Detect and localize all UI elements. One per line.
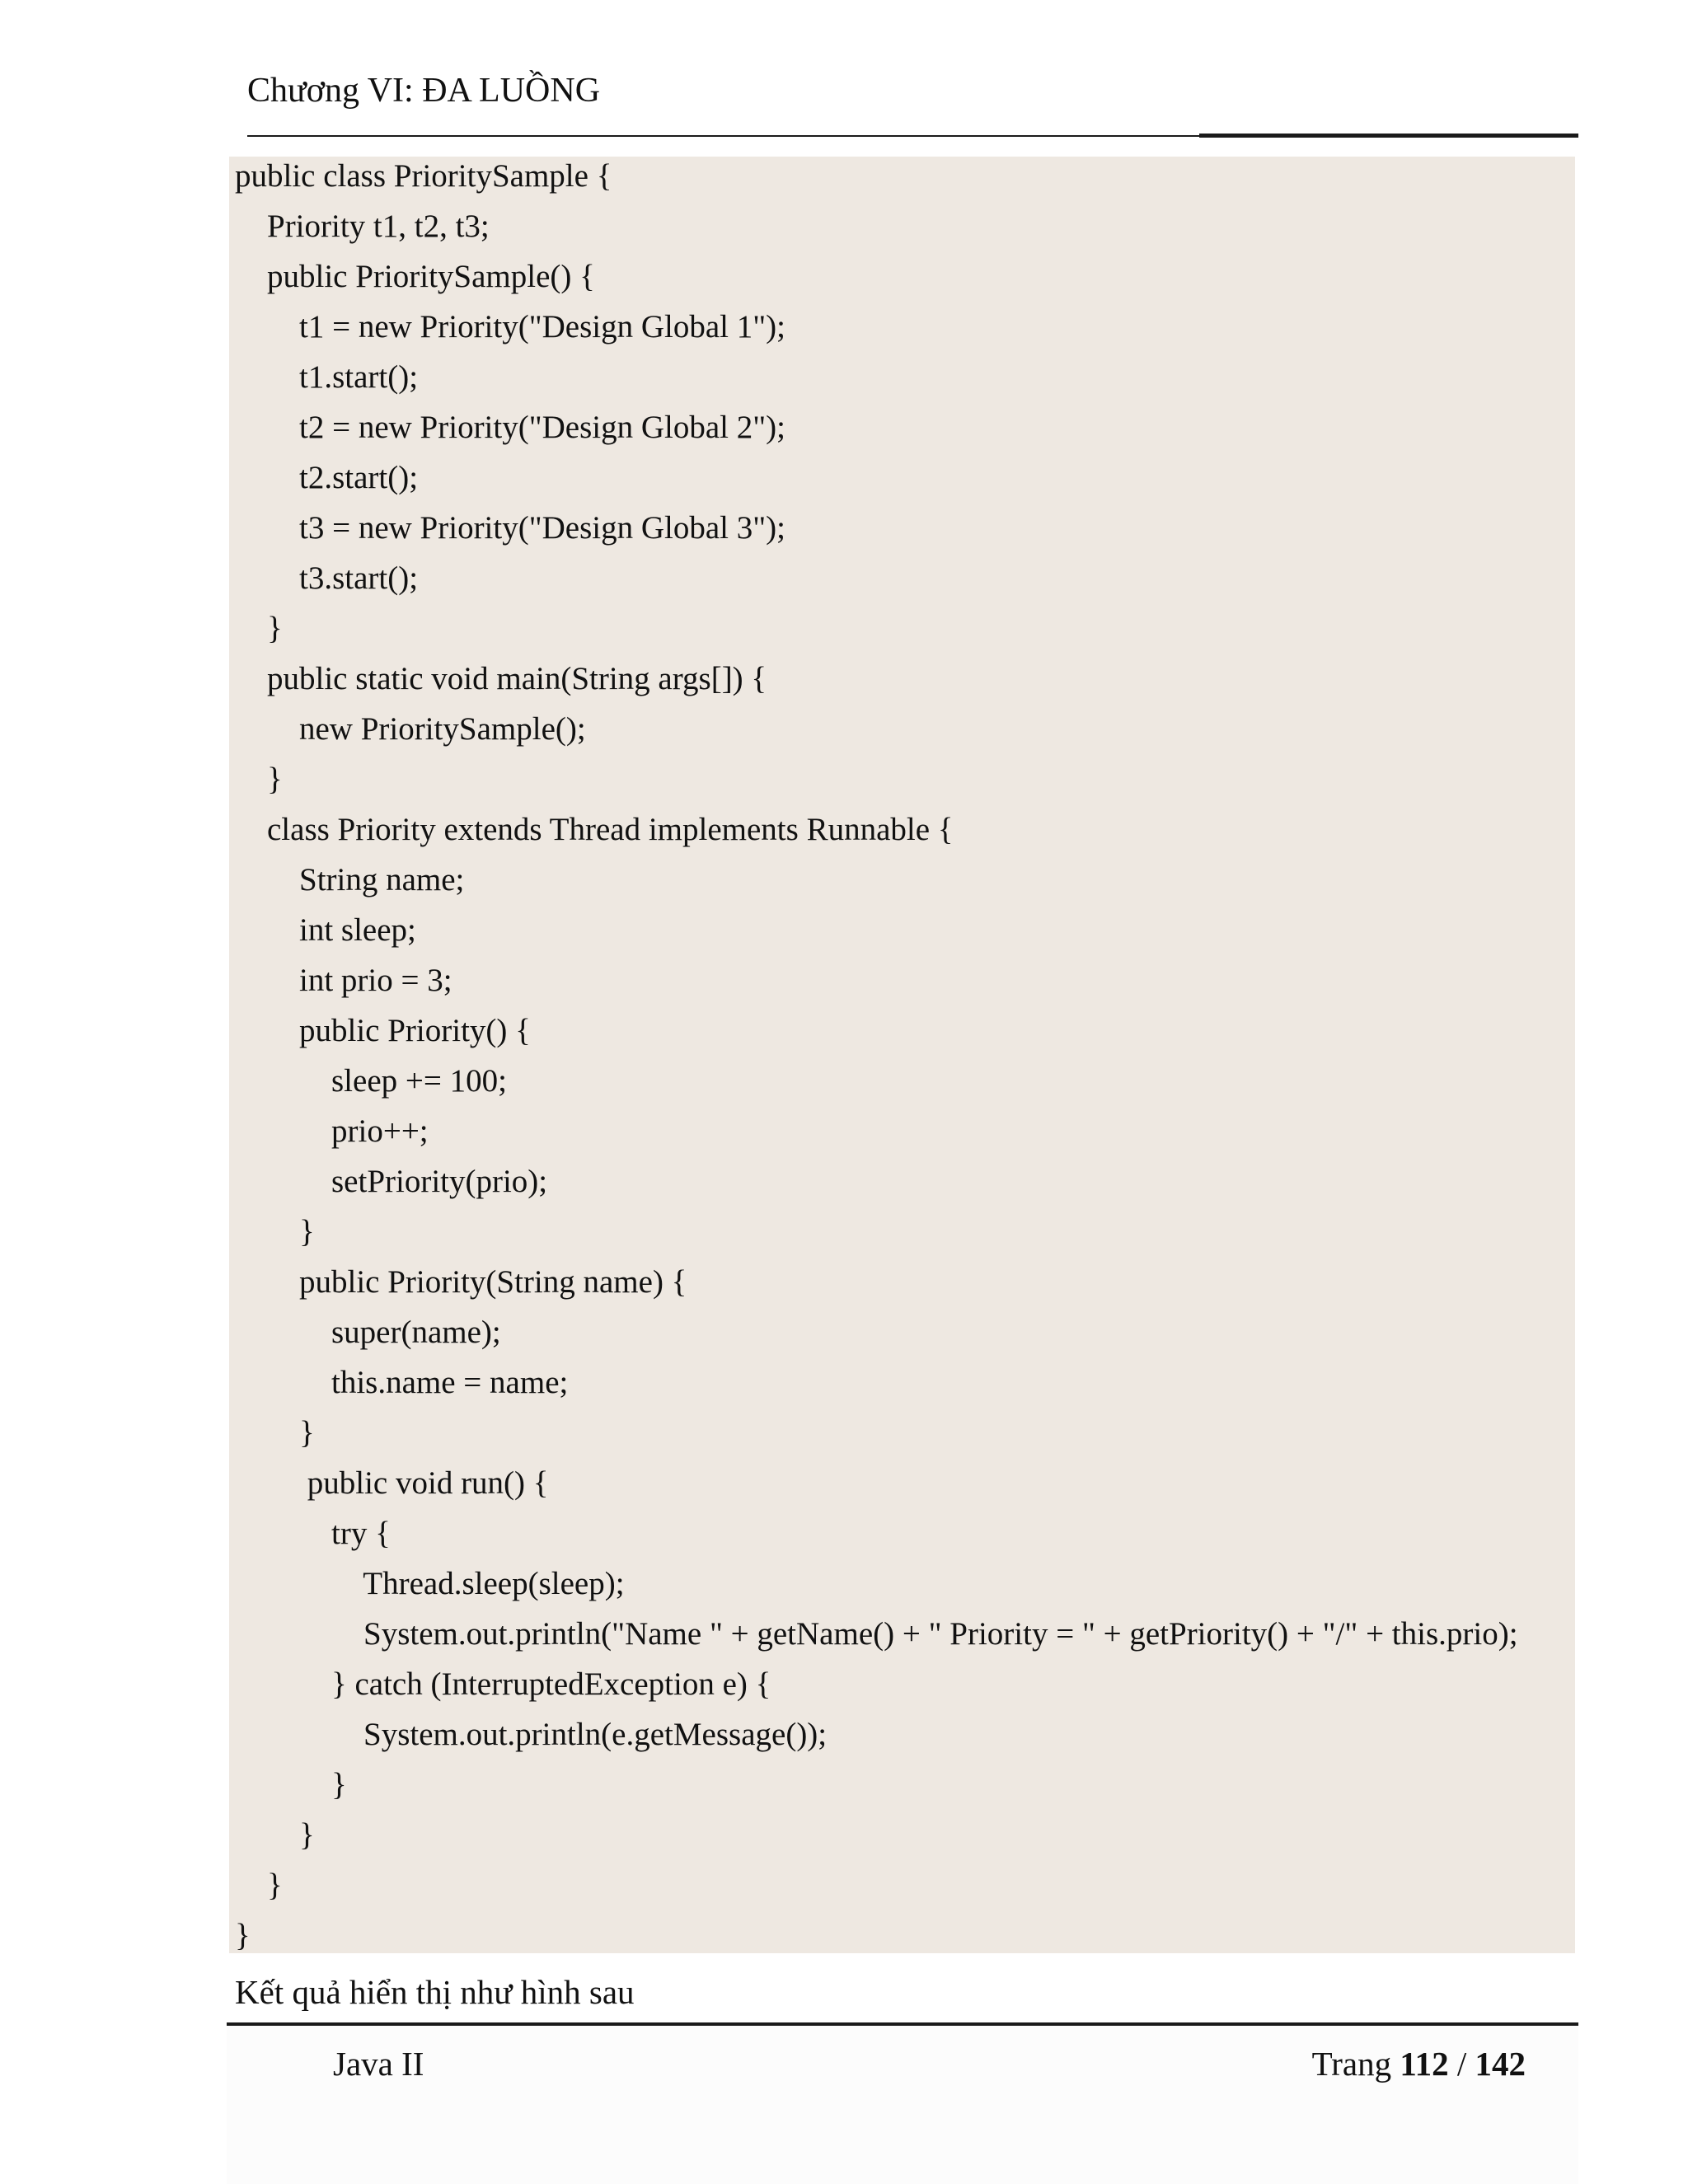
page-label: Trang xyxy=(1311,2045,1392,2083)
code-line: public Priority() { xyxy=(235,1013,531,1048)
code-line: t3 = new Priority("Design Global 3"); xyxy=(235,510,786,546)
code-line: int prio = 3; xyxy=(235,963,452,998)
code-line: } xyxy=(235,1415,315,1451)
code-line: t1 = new Priority("Design Global 1"); xyxy=(235,309,786,344)
footer-book-title: Java II xyxy=(333,2045,424,2083)
code-line: t3.start(); xyxy=(235,560,419,596)
footer-page-number xyxy=(1312,2041,1526,2087)
footer-divider xyxy=(227,2022,1578,2026)
code-line: } xyxy=(235,762,283,797)
code-line: new PrioritySample(); xyxy=(235,711,586,747)
code-line: } xyxy=(235,1817,315,1853)
code-line: } catch (InterruptedException e) { xyxy=(235,1666,771,1702)
code-line: sleep += 100; xyxy=(235,1063,507,1099)
code-line: } xyxy=(235,611,283,646)
code-line: } xyxy=(235,1767,347,1802)
chapter-title: Chương VI: ĐA LUỒNG xyxy=(247,72,601,110)
code-line: t2.start(); xyxy=(235,460,419,495)
code-line: public PrioritySample() { xyxy=(235,259,595,294)
code-line: Thread.sleep(sleep); xyxy=(235,1566,625,1601)
code-line: class Priority extends Thread implements Runnable { xyxy=(235,812,954,847)
code-line: this.name = name; xyxy=(235,1365,569,1400)
page-separator: / xyxy=(1456,2045,1467,2083)
code-line: } xyxy=(235,1918,251,1953)
total-pages: 142 xyxy=(1475,2045,1526,2083)
code-line: Priority t1, t2, t3; xyxy=(235,209,490,244)
code-line: t1.start(); xyxy=(235,359,419,395)
code-line: } xyxy=(235,1214,315,1249)
code-line: System.out.println("Name " + getName() + " Priority = " + getPriority() + "/" + this.prio); xyxy=(235,1616,1518,1652)
code-line: public static void main(String args[]) { xyxy=(235,661,767,696)
code-line: prio++; xyxy=(235,1113,429,1149)
code-line: try { xyxy=(235,1516,391,1551)
header-divider-accent xyxy=(1199,134,1578,138)
code-line: public Priority(String name) { xyxy=(235,1264,687,1300)
code-line: } xyxy=(235,1868,283,1903)
code-line: String name; xyxy=(235,862,465,898)
code-line: System.out.println(e.getMessage()); xyxy=(235,1717,828,1752)
code-line: t2 = new Priority("Design Global 2"); xyxy=(235,410,786,445)
current-page: 112 xyxy=(1400,2045,1449,2083)
code-line: super(name); xyxy=(235,1315,501,1350)
code-line: public class PrioritySample { xyxy=(235,158,612,194)
code-line: setPriority(prio); xyxy=(235,1164,548,1199)
result-caption: Kết quả hiển thị như hình sau xyxy=(235,1973,635,2011)
code-line: public void run() { xyxy=(235,1465,549,1501)
code-line: int sleep; xyxy=(235,912,416,948)
header-divider xyxy=(247,135,1199,137)
